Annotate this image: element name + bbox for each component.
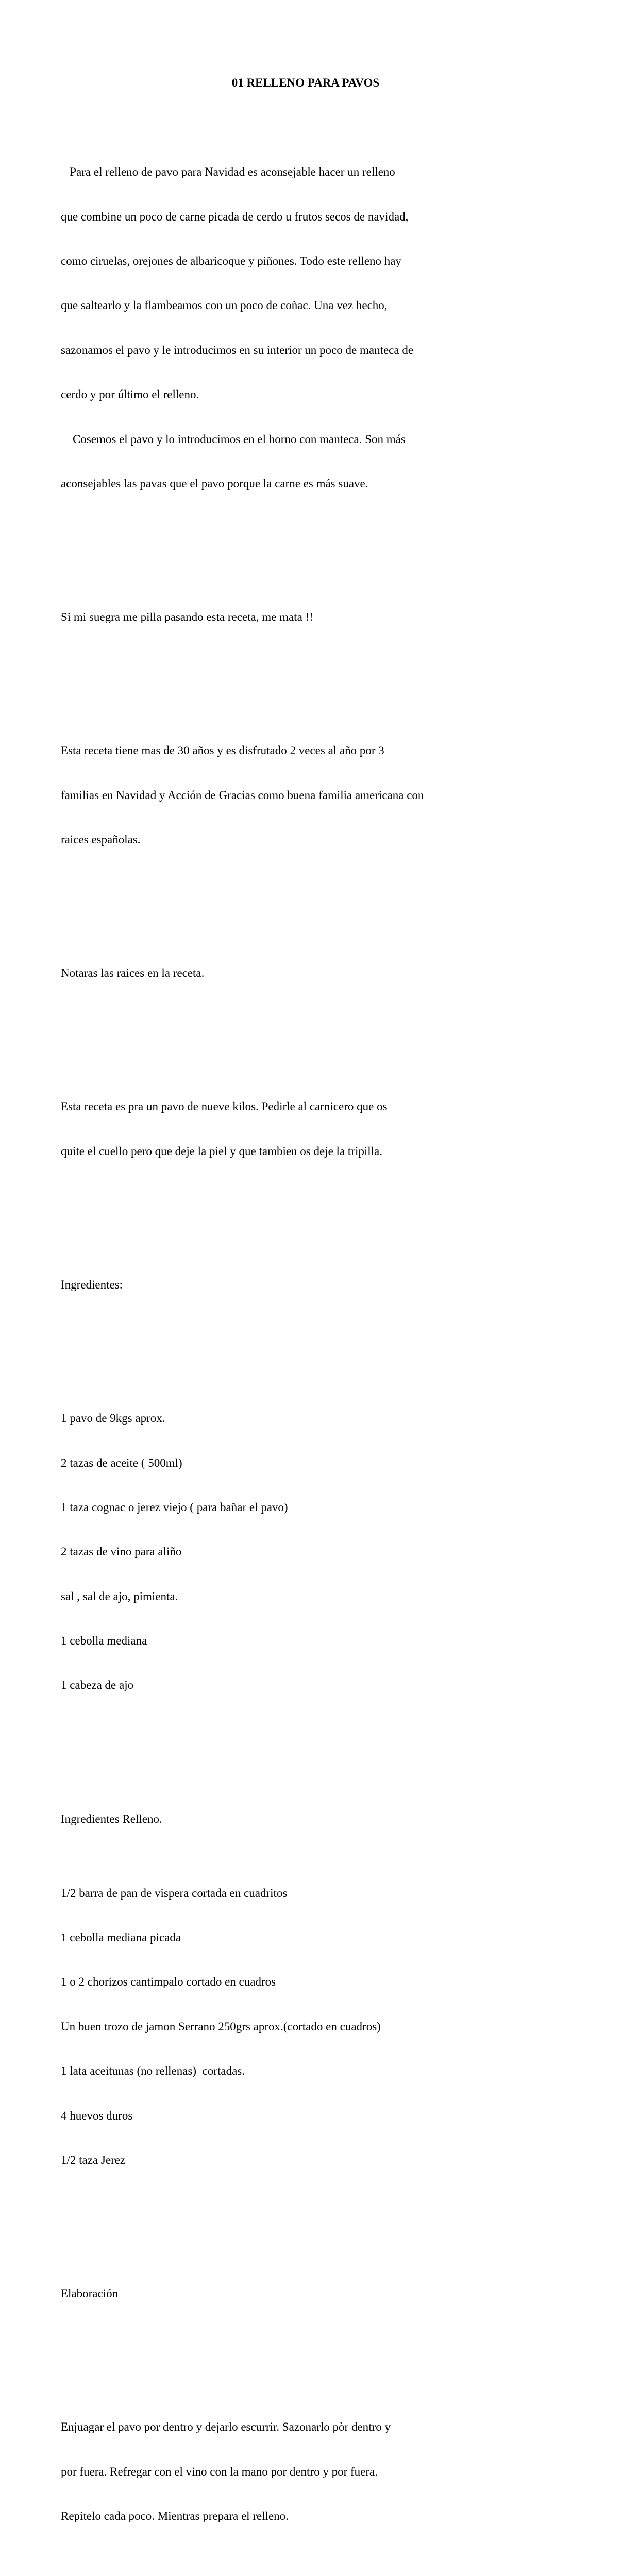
list-item: 1 cebolla mediana: [61, 1634, 147, 1648]
text-line: Esta receta es pra un pavo de nueve kilos. Pedirle al carnicero que os: [61, 1100, 388, 1113]
text-line: Esta receta tiene mas de 30 años y es disfrutado 2 veces al año por 3: [61, 744, 384, 757]
elaboration-paragraph: [61, 2391, 576, 2554]
filling-list: [61, 1856, 576, 2197]
text-line: Repitelo cada poco. Mientras prepara el relleno.: [61, 2510, 289, 2523]
filling-heading: Ingredientes Relleno.: [61, 1812, 162, 1825]
list-item: 1/2 barra de pan de vispera cortada en cuadritos: [61, 1886, 288, 1900]
list-item: sal , sal de ajo, pimienta.: [61, 1589, 178, 1603]
text-line: cerdo y por último el relleno.: [61, 388, 199, 401]
butcher-paragraph: [61, 1070, 576, 1189]
text-line: por fuera. Refregar con el vino con la mano por dentro y por fuera.: [61, 2465, 378, 2478]
ingredients-list: [61, 1382, 576, 1723]
text-line: Cosemos el pavo y lo introducimos en el horno con manteca. Son más: [61, 432, 406, 446]
paragraph-gap: [61, 551, 576, 566]
list-item: 1 pavo de 9kgs aprox.: [61, 1412, 165, 1425]
list-item: 2 tazas de vino para aliño: [61, 1545, 182, 1558]
list-item: 1 o 2 chorizos cantimpalo cortado en cuadros: [61, 1975, 276, 1989]
list-item: 1/2 taza Jerez: [61, 2153, 126, 2166]
paragraph-gap: [61, 1011, 576, 1026]
paragraph-gap: [61, 907, 576, 922]
intro-paragraph: [61, 135, 576, 521]
paragraph-gap: [61, 1322, 576, 1337]
text-line: como ciruelas, orejones de albaricoque y piñones. Todo este relleno hay: [61, 254, 401, 267]
elaboration-heading: Elaboración: [61, 2287, 119, 2300]
text-line: aconsejables las pavas que el pavo porque la carne es más suave.: [61, 477, 368, 490]
text-line: raices españolas.: [61, 833, 141, 846]
paragraph-gap: [61, 654, 576, 669]
list-item: 1 cebolla mediana picada: [61, 1931, 181, 1944]
text-line: quite el cuello pero que deje la piel y que tambien os deje la tripilla.: [61, 1144, 382, 1158]
paragraph-gap: [61, 1752, 576, 1767]
document-title: 01 RELLENO PARA PAVOS: [231, 76, 380, 89]
text-line: que combine un poco de carne picada de cerdo u frutos secos de navidad,: [61, 210, 409, 223]
suegra-paragraph: Si mi suegra me pilla pasando esta receta, me mata !!: [61, 611, 313, 624]
paragraph-gap: [61, 1218, 576, 1233]
history-paragraph: [61, 714, 576, 877]
ingredients-heading: Ingredientes:: [61, 1278, 123, 1291]
paragraph-gap: [61, 2331, 576, 2346]
list-item: 1 taza cognac o jerez viejo ( para bañar el pavo): [61, 1500, 288, 1514]
text-line: sazonamos el pavo y le introducimos en su interior un poco de manteca de: [61, 343, 414, 357]
list-item: 1 lata aceitunas (no rellenas) cortadas.: [61, 2064, 245, 2078]
document-body: [61, 106, 576, 2576]
raices-paragraph: Notaras las raices en la receta.: [61, 967, 205, 980]
list-item: 1 cabeza de ajo: [61, 1679, 134, 1692]
list-item: 2 tazas de aceite ( 500ml): [61, 1456, 182, 1469]
text-line: que saltearlo y la flambeamos con un poco de coñac. Una vez hecho,: [61, 299, 388, 312]
paragraph-gap: [61, 2227, 576, 2242]
list-item: 4 huevos duros: [61, 2109, 133, 2122]
text-line: Enjuagar el pavo por dentro y dejarlo escurrir. Sazonarlo pòr dentro y: [61, 2420, 391, 2434]
list-item: Un buen trozo de jamon Serrano 250grs aprox.(cortado en cuadros): [61, 2020, 381, 2033]
text-line: familias en Navidad y Acción de Gracias como buena familia americana con: [61, 788, 424, 802]
text-line: Para el relleno de pavo para Navidad es aconsejable hacer un relleno: [61, 165, 395, 179]
